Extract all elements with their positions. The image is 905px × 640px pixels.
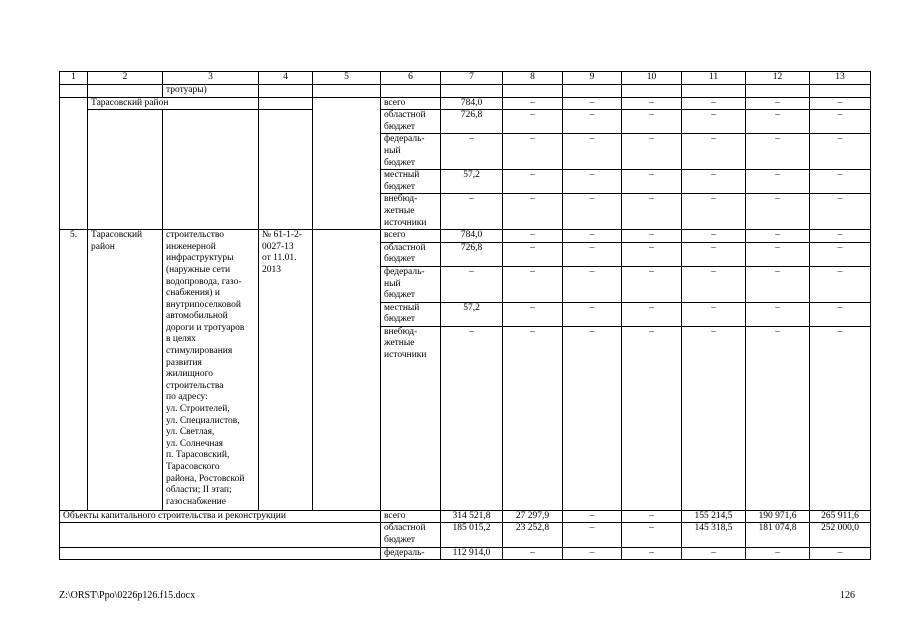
value-cell: – <box>746 266 810 302</box>
value-cell: – <box>810 266 871 302</box>
value-cell: 784,0 <box>441 230 503 243</box>
empty-cell <box>60 547 381 560</box>
value-cell: – <box>622 302 682 326</box>
value-cell: – <box>746 302 810 326</box>
value-cell: – <box>746 194 810 230</box>
value-cell: – <box>682 242 746 266</box>
value-cell: – <box>622 547 682 560</box>
funding-source-cell: внебюд- жетные источники <box>381 326 441 510</box>
value-cell: – <box>622 194 682 230</box>
value-cell: 314 521,8 <box>441 510 503 523</box>
value-cell: – <box>746 170 810 194</box>
value-cell: – <box>622 97 682 110</box>
funding-source-cell: всего <box>381 510 441 523</box>
value-cell: – <box>563 97 622 110</box>
value-cell: – <box>563 302 622 326</box>
value-cell: – <box>746 547 810 560</box>
doc-cell <box>259 97 313 110</box>
value-cell: – <box>622 230 682 243</box>
item-description: строительство инженерной инфраструктуры (наружные сети водопровода, газо- снабжения) и внутрипоселковой автомобильной дороги и тротуаров в целях стимулирования развития жилищного строительства по адресу: ул. Строителей, ул. Специалистов, ул. Светлая, ул. Солнечная п. Тарасовский, Тарасовского района, Ростовской области; II этап; газоснабжение <box>163 230 259 511</box>
value-cell: – <box>682 134 746 170</box>
value-cell: – <box>810 547 871 560</box>
value-cell: – <box>563 266 622 302</box>
funding-source-cell: федераль- ный бюджет <box>381 266 441 302</box>
value-cell: – <box>746 326 810 510</box>
value-cell: – <box>441 194 503 230</box>
value-cell: – <box>441 326 503 510</box>
item-district: Тарасовский район <box>88 230 163 511</box>
value-cell: 181 074,8 <box>746 523 810 547</box>
empty-cell <box>60 523 381 547</box>
value-cell: 265 911,6 <box>810 510 871 523</box>
value-cell: – <box>563 326 622 510</box>
header-cell: 2 <box>88 72 163 85</box>
table-row <box>60 547 871 560</box>
value-cell: – <box>810 302 871 326</box>
item-document: № 61-1-2- 0027-13 от 11.01. 2013 <box>259 230 313 511</box>
value-cell: 145 318,5 <box>682 523 746 547</box>
value-cell: 155 214,5 <box>682 510 746 523</box>
value-cell: 190 971,6 <box>746 510 810 523</box>
funding-source-cell: местный бюджет <box>381 302 441 326</box>
value-cell: – <box>441 266 503 302</box>
value-cell: – <box>622 170 682 194</box>
header-cell: 3 <box>163 72 259 85</box>
empty-cell <box>313 97 381 230</box>
value-cell: – <box>810 326 871 510</box>
value-cell: – <box>810 194 871 230</box>
header-cell: 12 <box>746 72 810 85</box>
value-cell: – <box>682 302 746 326</box>
value-cell: – <box>682 194 746 230</box>
funding-source-cell: внебюд- жетные источники <box>381 194 441 230</box>
header-cell: 10 <box>622 72 682 85</box>
value-cell: – <box>810 242 871 266</box>
value-cell: – <box>810 230 871 243</box>
value-cell: – <box>682 97 746 110</box>
header-cell: 6 <box>381 72 441 85</box>
value-cell: – <box>682 230 746 243</box>
value-cell: – <box>503 547 563 560</box>
value-cell: – <box>503 326 563 510</box>
empty-cell <box>163 110 259 230</box>
header-cell: 11 <box>682 72 746 85</box>
value-cell: – <box>622 242 682 266</box>
empty-cell <box>259 110 313 230</box>
value-cell: – <box>441 134 503 170</box>
value-cell: – <box>563 523 622 547</box>
value-cell: – <box>563 194 622 230</box>
district-label: Тарасовский район <box>88 97 259 110</box>
table-row <box>60 97 871 110</box>
value-cell: 57,2 <box>441 170 503 194</box>
value-cell: – <box>622 523 682 547</box>
value-cell: – <box>682 547 746 560</box>
funding-source-cell: областной бюджет <box>381 242 441 266</box>
funding-source-cell: всего <box>381 230 441 243</box>
num-cell <box>60 97 88 230</box>
value-cell: – <box>563 510 622 523</box>
capital-label: Объекты капитального строительства и реконструкции <box>60 510 381 523</box>
value-cell: – <box>563 134 622 170</box>
value-cell: – <box>746 110 810 134</box>
value-cell: – <box>682 110 746 134</box>
footer-file-path: Z:\ORST\Ppo\0226p126.f15.docx <box>59 590 196 601</box>
header-cell: 4 <box>259 72 313 85</box>
table-row <box>60 523 871 547</box>
value-cell: 27 297,9 <box>503 510 563 523</box>
value-cell: – <box>563 170 622 194</box>
value-cell: 784,0 <box>441 97 503 110</box>
value-cell: 726,8 <box>441 110 503 134</box>
value-cell: – <box>563 242 622 266</box>
header-cell: 13 <box>810 72 871 85</box>
funding-source-cell: областной бюджет <box>381 523 441 547</box>
value-cell: – <box>810 170 871 194</box>
value-cell: – <box>622 326 682 510</box>
value-cell: – <box>503 230 563 243</box>
footer-page-number: 126 <box>840 590 855 601</box>
table-row <box>60 110 871 134</box>
header-cell: 5 <box>313 72 381 85</box>
value-cell: – <box>503 97 563 110</box>
value-cell: – <box>746 97 810 110</box>
value-cell: – <box>503 242 563 266</box>
item-number: 5. <box>60 230 88 511</box>
value-cell: 23 252,8 <box>503 523 563 547</box>
continuation-row <box>60 85 871 98</box>
value-cell: 57,2 <box>441 302 503 326</box>
value-cell: – <box>810 110 871 134</box>
value-cell: – <box>622 266 682 302</box>
value-cell: – <box>503 266 563 302</box>
value-cell: 112 914,0 <box>441 547 503 560</box>
value-cell: 185 015,2 <box>441 523 503 547</box>
empty-cell <box>313 230 381 511</box>
value-cell: – <box>682 326 746 510</box>
value-cell: – <box>682 266 746 302</box>
table-row <box>60 230 871 243</box>
value-cell: – <box>682 170 746 194</box>
value-cell: – <box>622 510 682 523</box>
header-cell: 7 <box>441 72 503 85</box>
value-cell: – <box>810 97 871 110</box>
value-cell: – <box>503 170 563 194</box>
table-row <box>60 510 871 523</box>
value-cell: – <box>746 242 810 266</box>
value-cell: – <box>503 110 563 134</box>
funding-source-cell: федераль- ный бюджет <box>381 134 441 170</box>
value-cell: – <box>746 230 810 243</box>
value-cell: – <box>563 230 622 243</box>
value-cell: – <box>503 134 563 170</box>
header-cell: 1 <box>60 72 88 85</box>
funding-source-cell: областной бюджет <box>381 110 441 134</box>
value-cell: – <box>622 134 682 170</box>
value-cell: – <box>810 134 871 170</box>
value-cell: 252 000,0 <box>810 523 871 547</box>
funding-source-cell: федераль- <box>381 547 441 560</box>
continuation-text: тротуары) <box>163 85 259 98</box>
funding-source-cell: местный бюджет <box>381 170 441 194</box>
value-cell: – <box>563 110 622 134</box>
value-cell: – <box>563 547 622 560</box>
value-cell: – <box>746 134 810 170</box>
header-row <box>60 72 871 85</box>
header-cell: 9 <box>563 72 622 85</box>
value-cell: – <box>622 110 682 134</box>
funding-source-cell: всего <box>381 97 441 110</box>
header-cell: 8 <box>503 72 563 85</box>
value-cell: 726,8 <box>441 242 503 266</box>
value-cell: – <box>503 302 563 326</box>
budget-table <box>59 71 871 560</box>
value-cell: – <box>503 194 563 230</box>
empty-cell <box>88 110 163 230</box>
